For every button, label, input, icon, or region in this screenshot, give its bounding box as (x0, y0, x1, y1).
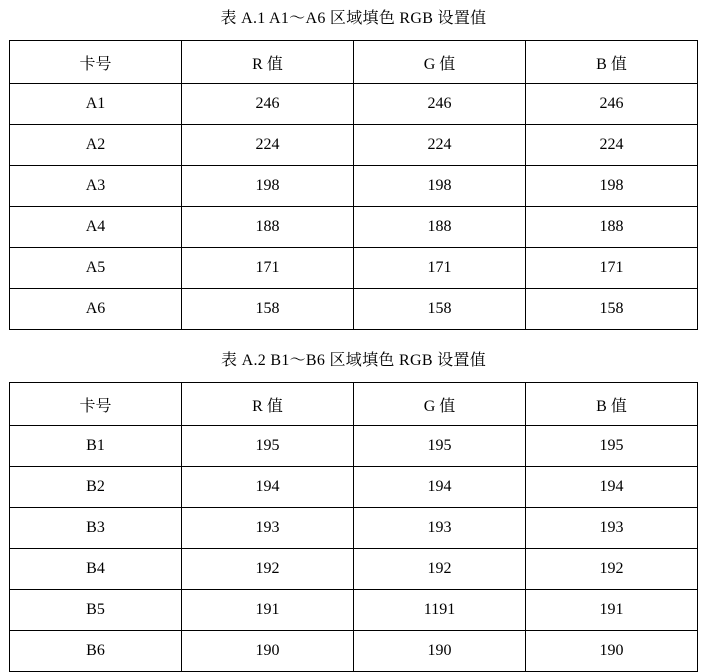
cell-card: A1 (10, 84, 182, 125)
rgb-table-a (9, 40, 698, 330)
cell-card: A2 (10, 125, 182, 166)
table-row (10, 426, 698, 467)
table-caption-b: 表 A.2 B1～B6 区域填色 RGB 设置值 (221, 352, 486, 369)
cell-b: 192 (526, 549, 698, 590)
cell-r: 171 (182, 248, 354, 289)
cell-card: B3 (10, 508, 182, 549)
column-header-card: 卡号 (10, 41, 182, 84)
table-row (10, 166, 698, 207)
cell-card: B4 (10, 549, 182, 590)
table-row (10, 508, 698, 549)
column-header-b: B 值 (526, 383, 698, 426)
table-block-a1-a6 (0, 0, 707, 330)
cell-g: 194 (354, 467, 526, 508)
cell-b: 190 (526, 631, 698, 672)
cell-card: A3 (10, 166, 182, 207)
cell-card: B1 (10, 426, 182, 467)
cell-g: 192 (354, 549, 526, 590)
cell-b: 171 (526, 248, 698, 289)
table-row (10, 248, 698, 289)
cell-r: 190 (182, 631, 354, 672)
table-row (10, 289, 698, 330)
cell-b: 198 (526, 166, 698, 207)
cell-r: 198 (182, 166, 354, 207)
table-row (10, 549, 698, 590)
cell-g: 193 (354, 508, 526, 549)
table-caption-a: 表 A.1 A1～A6 区域填色 RGB 设置值 (220, 10, 487, 27)
cell-g: 1191 (354, 590, 526, 631)
cell-r: 158 (182, 289, 354, 330)
cell-b: 188 (526, 207, 698, 248)
cell-b: 195 (526, 426, 698, 467)
cell-r: 246 (182, 84, 354, 125)
cell-card: B6 (10, 631, 182, 672)
table-row (10, 84, 698, 125)
cell-g: 195 (354, 426, 526, 467)
table-row (10, 467, 698, 508)
cell-card: A5 (10, 248, 182, 289)
cell-b: 191 (526, 590, 698, 631)
column-header-g: G 值 (354, 41, 526, 84)
cell-b: 224 (526, 125, 698, 166)
column-header-g: G 值 (354, 383, 526, 426)
cell-r: 194 (182, 467, 354, 508)
cell-r: 191 (182, 590, 354, 631)
cell-b: 194 (526, 467, 698, 508)
cell-b: 246 (526, 84, 698, 125)
column-header-r: R 值 (182, 383, 354, 426)
cell-g: 158 (354, 289, 526, 330)
cell-r: 195 (182, 426, 354, 467)
table-row (10, 125, 698, 166)
cell-g: 246 (354, 84, 526, 125)
table-row (10, 207, 698, 248)
table-row (10, 590, 698, 631)
cell-g: 198 (354, 166, 526, 207)
table-row (10, 631, 698, 672)
table-header-row (10, 41, 698, 84)
cell-r: 188 (182, 207, 354, 248)
cell-card: A6 (10, 289, 182, 330)
cell-r: 193 (182, 508, 354, 549)
cell-b: 193 (526, 508, 698, 549)
cell-g: 188 (354, 207, 526, 248)
cell-g: 190 (354, 631, 526, 672)
cell-r: 192 (182, 549, 354, 590)
column-header-r: R 值 (182, 41, 354, 84)
rgb-table-b (9, 382, 698, 672)
cell-card: B2 (10, 467, 182, 508)
cell-b: 158 (526, 289, 698, 330)
cell-g: 171 (354, 248, 526, 289)
cell-g: 224 (354, 125, 526, 166)
column-header-b: B 值 (526, 41, 698, 84)
column-header-card: 卡号 (10, 383, 182, 426)
cell-card: A4 (10, 207, 182, 248)
table-block-b1-b6 (0, 330, 707, 672)
cell-r: 224 (182, 125, 354, 166)
table-header-row (10, 383, 698, 426)
cell-card: B5 (10, 590, 182, 631)
